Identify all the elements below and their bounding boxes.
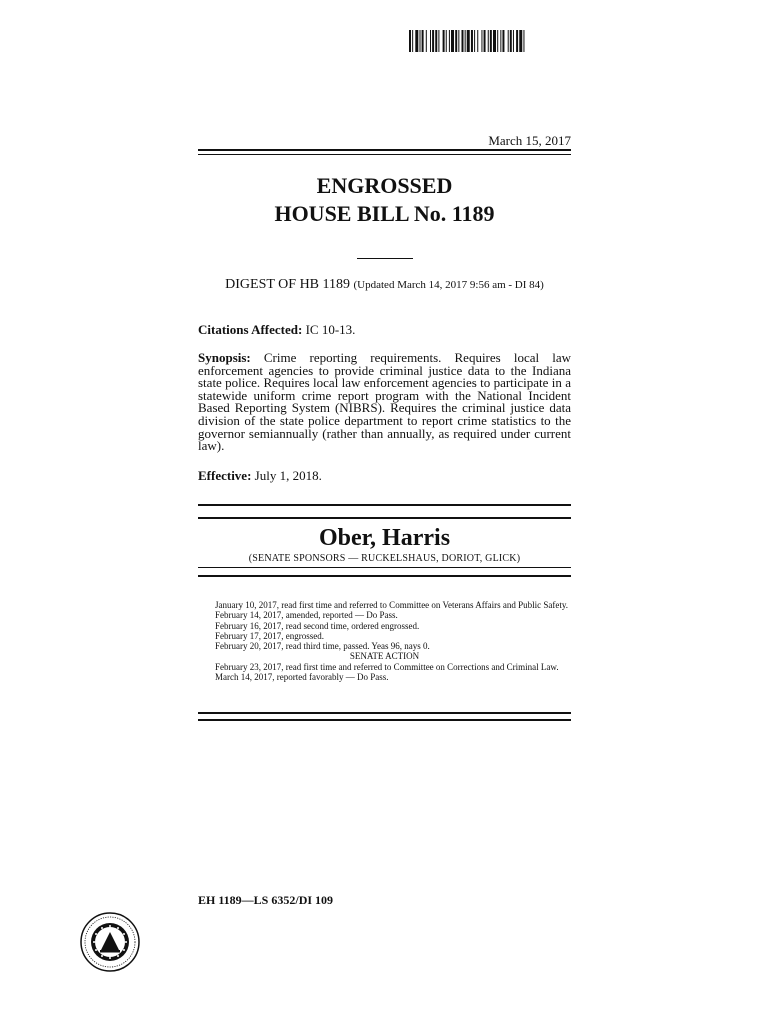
divider	[198, 575, 571, 577]
citations-value: IC 10-13.	[305, 322, 356, 337]
history-item: February 16, 2017, read second time, ordered engrossed.	[215, 620, 420, 631]
divider	[198, 517, 571, 519]
divider	[198, 567, 571, 568]
effective-label: Effective:	[198, 468, 252, 483]
history-item: February 14, 2017, amended, reported — Do Pass.	[215, 610, 398, 621]
divider	[198, 504, 571, 506]
history-item: February 20, 2017, read third time, passed. Yeas 96, nays 0.	[215, 641, 430, 652]
history-item: February 17, 2017, engrossed.	[215, 630, 324, 641]
history-item: January 10, 2017, read first time and referred to Committee on Veterans Affairs and Public Safety.	[215, 600, 568, 610]
state-seal-icon	[80, 912, 140, 972]
bill-date: March 15, 2017	[488, 133, 571, 148]
legislative-history	[198, 600, 571, 682]
effective-value: July 1, 2018.	[254, 468, 322, 483]
digest-main: DIGEST OF HB 1189	[225, 277, 351, 292]
synopsis-label: Synopsis:	[198, 350, 251, 365]
house-sponsors: Ober, Harris	[318, 525, 451, 551]
history-item: March 14, 2017, reported favorably — Do Pass.	[215, 672, 389, 683]
bill-title-line2: HOUSE BILL No. 1189	[274, 201, 495, 226]
divider	[198, 719, 571, 721]
effective-date	[198, 470, 571, 483]
short-divider	[357, 258, 413, 259]
divider	[198, 149, 571, 151]
bill-title-line1: ENGROSSED	[316, 173, 453, 198]
barcode-icon	[409, 30, 589, 52]
digest-heading	[198, 277, 571, 293]
digest-updated: (Updated March 14, 2017 9:56 am - DI 84)	[353, 279, 544, 291]
senate-sponsors: (SENATE SPONSORS — RUCKELSHAUS, DORIOT, GLICK)	[248, 553, 521, 564]
history-item: February 23, 2017, read first time and referred to Committee on Corrections and Criminal Law.	[215, 661, 559, 672]
senate-action-heading: SENATE ACTION	[349, 651, 420, 662]
bill-footer-id: EH 1189—LS 6352/DI 109	[198, 893, 334, 907]
synopsis	[198, 352, 571, 453]
synopsis-text: Crime reporting requirements. Requires local law enforcement agencies to provide criminal justice data to the Indiana state police. Requires local law enforcement agencies to participate in a statewide uniform crime report program with the National Incident Based Reporting System (NIBRS). Requires the criminal justice data division of the state police department to report crime statistics to the governor semiannually (rather than annually, as required under current law).	[198, 350, 571, 454]
citations-label: Citations Affected:	[198, 322, 303, 337]
divider	[198, 712, 571, 714]
citations-affected	[198, 324, 571, 337]
divider	[198, 154, 571, 155]
